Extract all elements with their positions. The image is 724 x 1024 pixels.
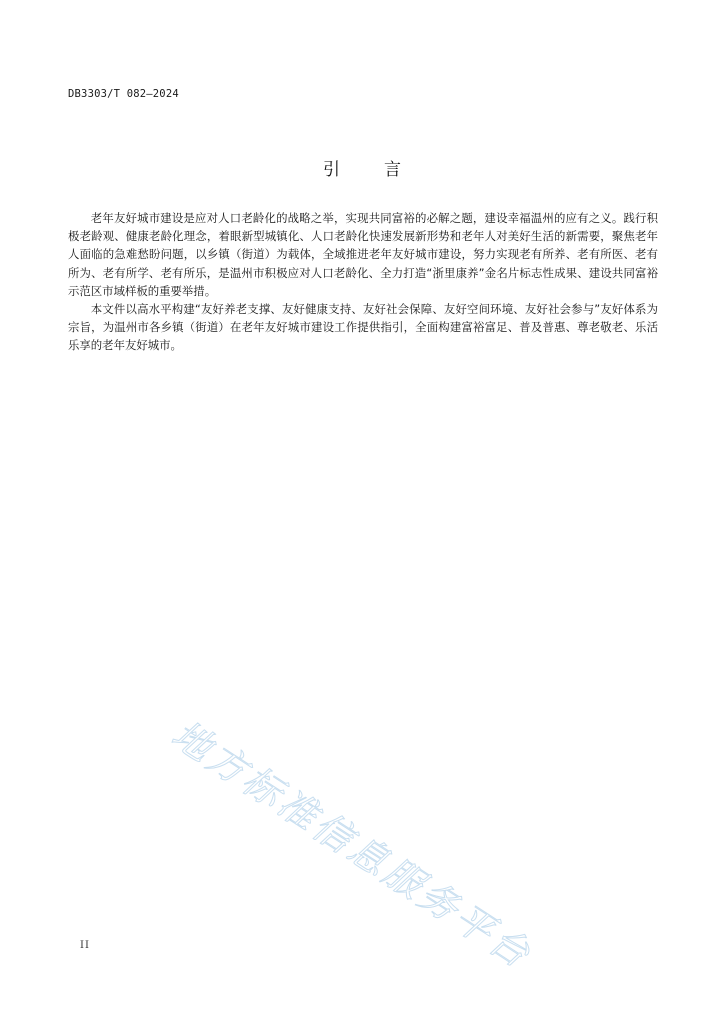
title-char-2: 言 (384, 160, 401, 180)
title-char-1: 引 (323, 160, 340, 180)
watermark: 地方标准信息服务平台 (164, 711, 541, 978)
standard-code: DB3303/T 082—2024 (68, 88, 179, 100)
page-number: II (80, 940, 90, 951)
paragraph: 本文件以高水平构建“友好养老支撑、友好健康支持、友好社会保障、友好空间环境、友好社会参与”友好体系为宗旨，为温州市各乡镇（街道）在老年友好城市建设工作提供指引，全面构建富裕富足、普及普惠、尊老敬老、乐活乐享的老年友好城市。 (68, 302, 658, 353)
section-title (0, 155, 724, 180)
introduction-body (68, 209, 658, 355)
paragraph: 老年友好城市建设是应对人口老龄化的战略之举，实现共同富裕的必解之题，建设幸福温州的应有之义。践行积极老龄观、健康老龄化理念，着眼新型城镇化、人口老龄化快速发展新形势和老年人对美好生活的新需要，聚焦老年人面临的急难愁盼问题，以乡镇（街道）为载体，全域推进老年友好城市建设，努力实现老有所养、老有所医、老有所为、老有所学、老有所乐，是温州市积极应对人口老龄化、全力打造“浙里康养”金名片标志性成果、建设共同富裕示范区市域样板的重要举措。 (68, 211, 658, 298)
